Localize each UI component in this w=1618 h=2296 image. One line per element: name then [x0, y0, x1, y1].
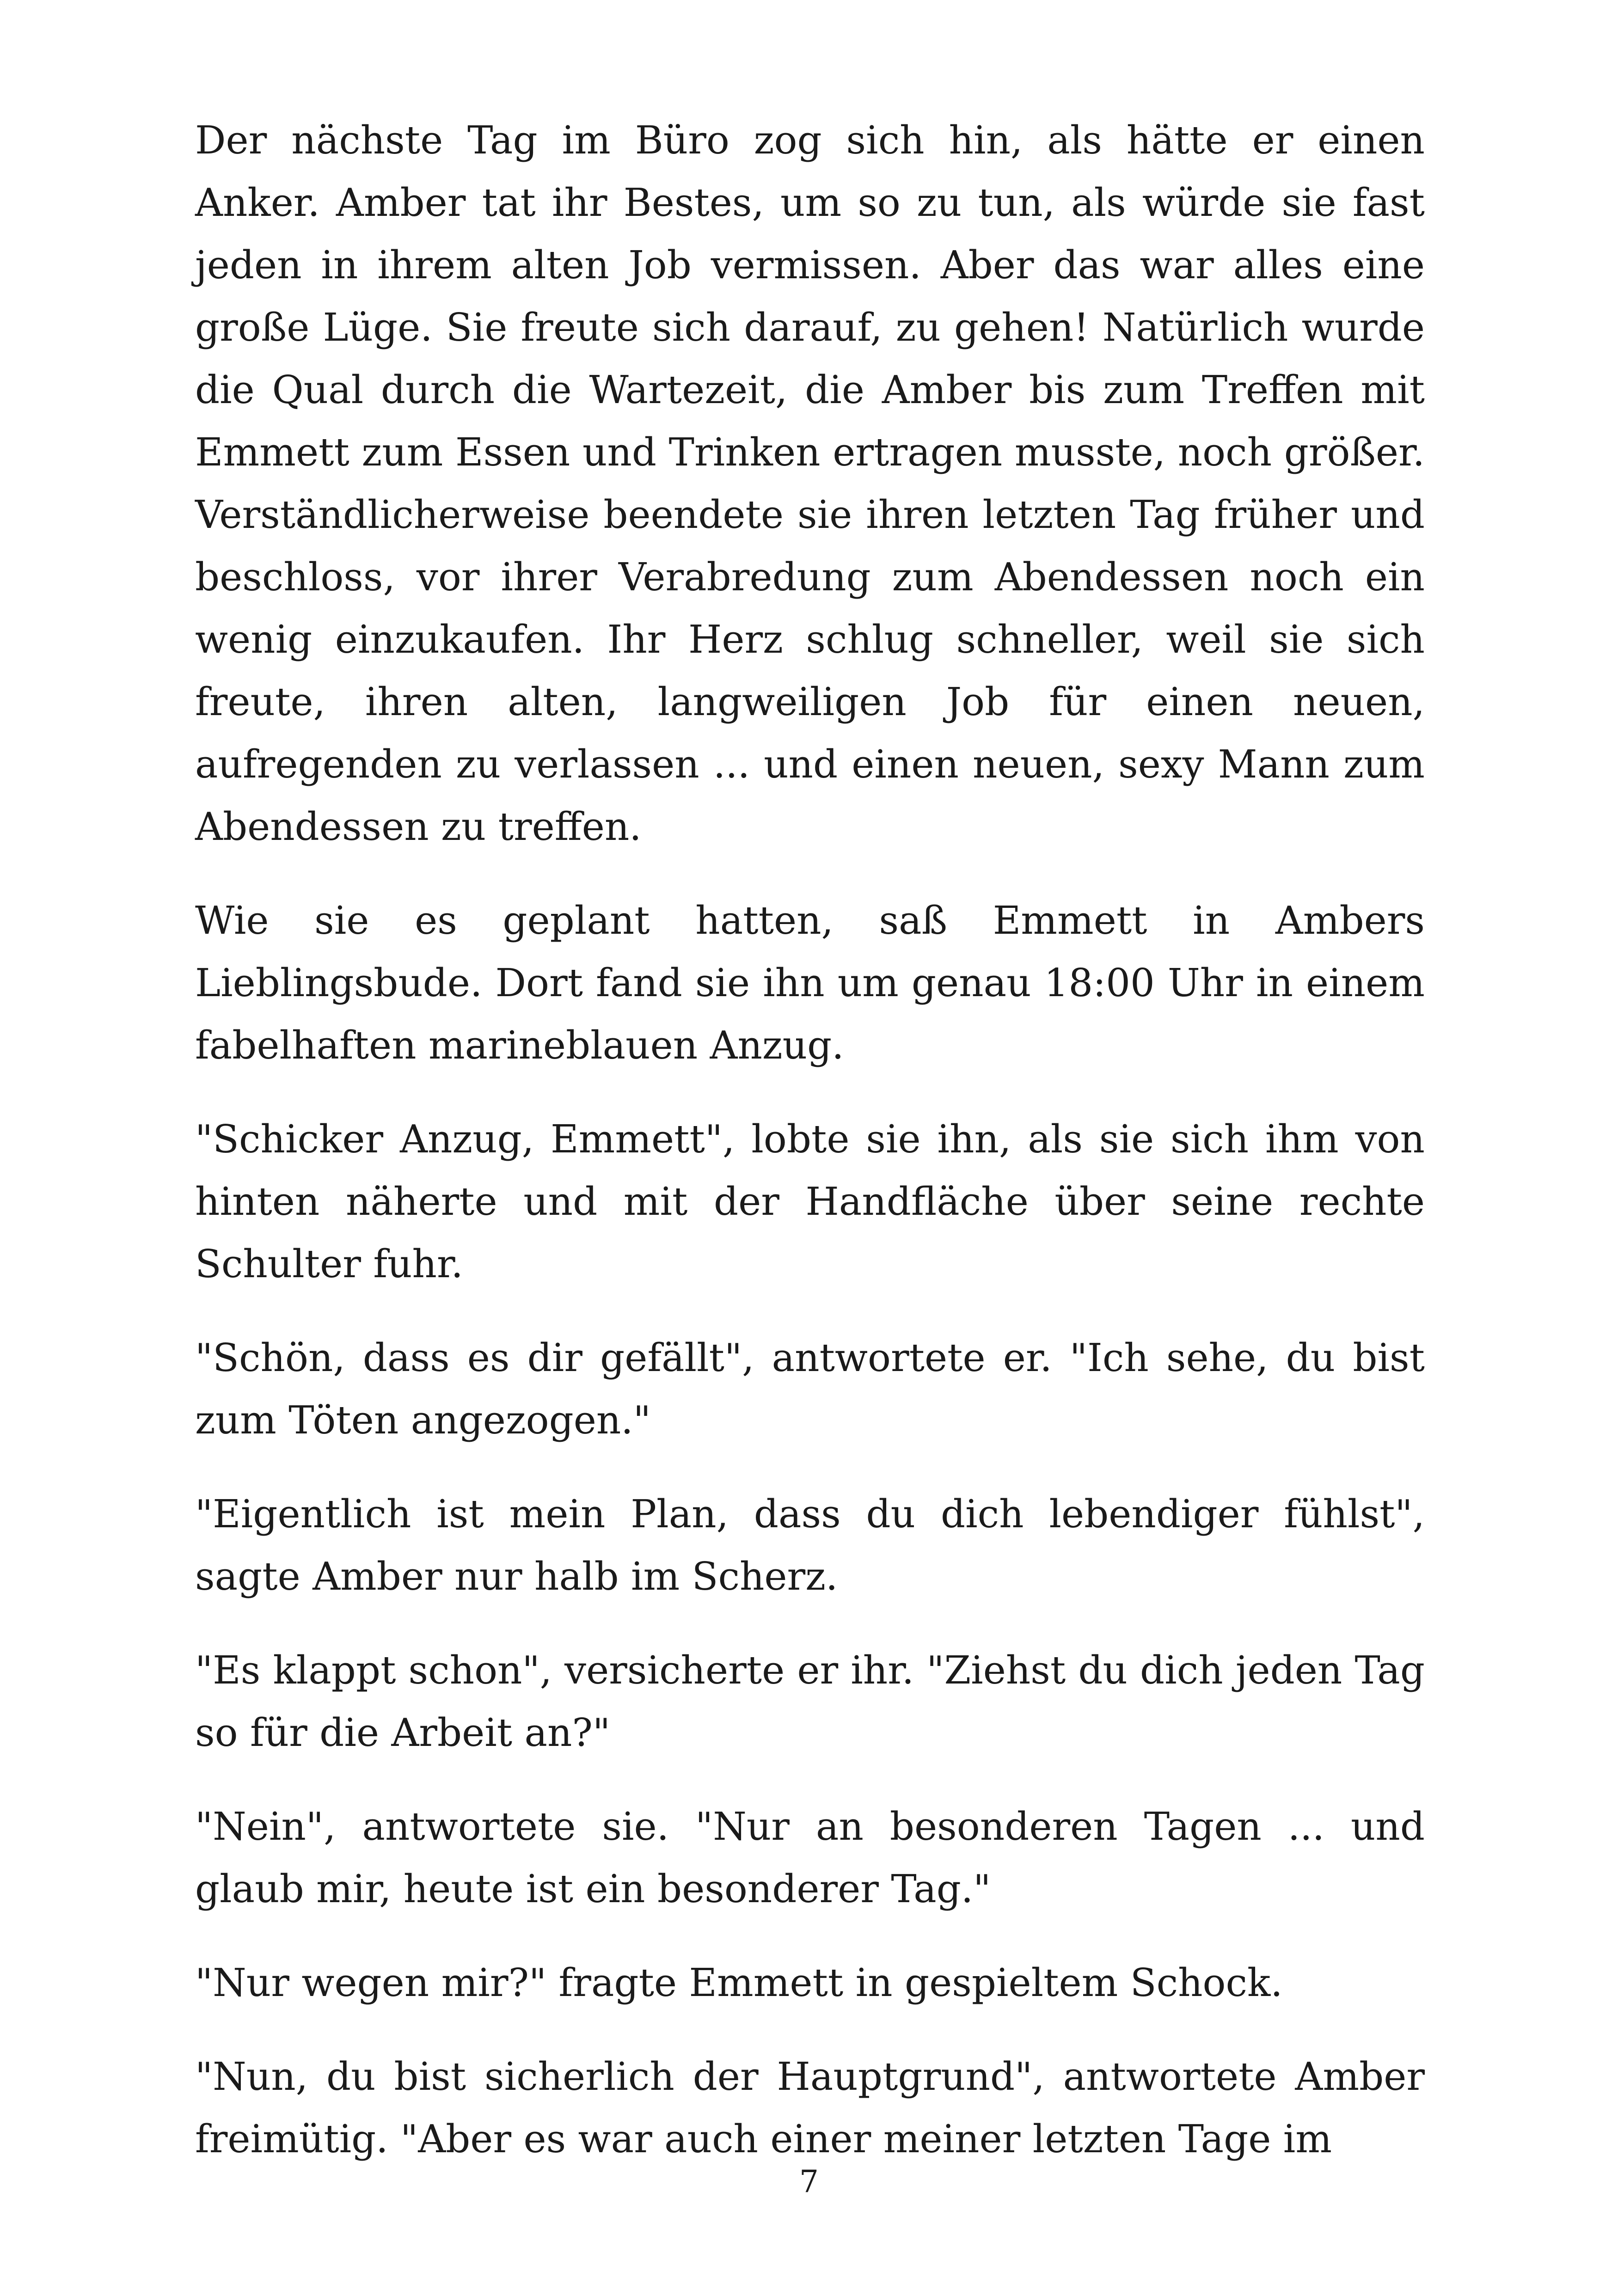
page-number: 7: [799, 2164, 819, 2199]
paragraph-5: "Eigentlich ist mein Plan, dass du dich lebendiger fühlst", sagte Amber nur halb im Scherz.: [195, 1492, 1425, 1599]
body-text: [195, 109, 1425, 2170]
paragraph-4: "Schön, dass es dir gefällt", antwortete er. "Ich sehe, du bist zum Töten angezogen.": [195, 1335, 1425, 1443]
paragraph-2: Wie sie es geplant hatten, saß Emmett in Ambers Lieblingsbude. Dort fand sie ihn um genau 18:00 Uhr in einem fabelhaften marineblauen Anzug.: [195, 898, 1425, 1068]
paragraph-3: "Schicker Anzug, Emmett", lobte sie ihn, als sie sich ihm von hinten näherte und mit der Handfläche über seine rechte Schulter fuhr.: [195, 1117, 1425, 1286]
paragraph-1: Der nächste Tag im Büro zog sich hin, als hätte er einen Anker. Amber tat ihr Bestes, um so zu tun, als würde sie fast jeden in ihrem alten Job vermissen. Aber das war alles eine große Lüge. Sie freute sich darauf, zu gehen! Natürlich wurde die Qual durch die Wartezeit, die Amber bis zum Treffen mit Emmett zum Essen und Trinken ertragen musste, noch größer. Verständlicherweise beendete sie ihren letzten Tag früher und beschloss, vor ihrer Verabredung zum Abendessen noch ein wenig einzukaufen. Ihr Herz schlug schneller, weil sie sich freute, ihren alten, langweiligen Job für einen neuen, aufregenden zu verlassen ... und einen neuen, sexy Mann zum Abendessen zu treffen.: [195, 118, 1425, 849]
paragraph-8: "Nur wegen mir?" fragte Emmett in gespieltem Schock.: [195, 1960, 1283, 2005]
paragraph-7: "Nein", antwortete sie. "Nur an besonderen Tagen ... und glaub mir, heute ist ein besonderer Tag.": [195, 1804, 1425, 1911]
paragraph-6: "Es klappt schon", versicherte er ihr. "Ziehst du dich jeden Tag so für die Arbeit an?": [195, 1648, 1425, 1755]
paragraph-9: "Nun, du bist sicherlich der Hauptgrund", antwortete Amber freimütig. "Aber es war auch einer meiner letzten Tage im: [195, 2054, 1425, 2161]
